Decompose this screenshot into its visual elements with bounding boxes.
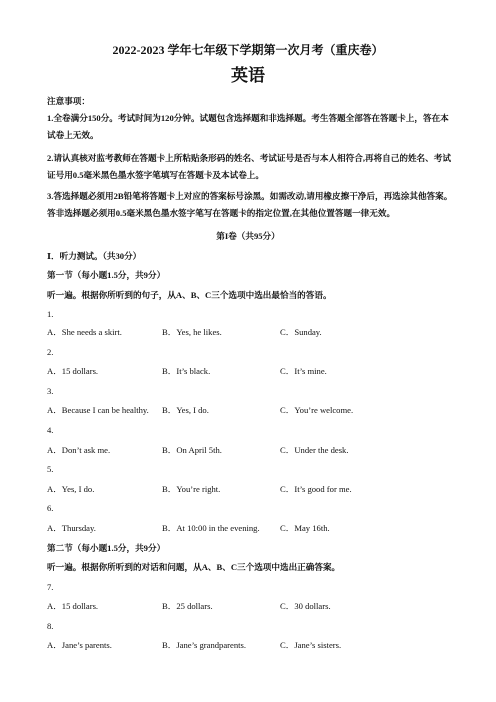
option-a: A．Yes, I do. xyxy=(47,484,95,494)
option-a: A．15 dollars. xyxy=(47,601,99,611)
option-b: B．It’s black. xyxy=(162,366,211,376)
question-number: 4. xyxy=(47,425,54,435)
option-a: A．Thursday. xyxy=(47,523,96,533)
question-number: 1. xyxy=(47,309,54,319)
option-a: A．15 dollars. xyxy=(47,366,99,376)
question-number: 6. xyxy=(47,503,54,513)
notice-item-1: 1.全卷满分150分。考试时间为120分钟。试题包含选择题和非选择题。考生答题全部答在答题卡上，答在本试卷上无效。 xyxy=(47,113,449,140)
option-a: A．Jane’s parents. xyxy=(47,640,112,650)
option-b: B．At 10:00 in the evening. xyxy=(162,523,260,533)
option-c: C．Jane’s sisters. xyxy=(280,640,342,650)
section1-instruction: 听一遍。根据你所听到的句子，从A、B、C三个选项中选出最恰当的答语。 xyxy=(47,290,332,300)
section2-heading: 第二节（每小题1.5分，共9分） xyxy=(47,543,166,553)
option-c: C．Sunday. xyxy=(280,327,322,337)
question-number: 2. xyxy=(47,347,54,357)
question-number: 3. xyxy=(47,386,54,396)
option-b: B．Jane’s grandparents. xyxy=(162,640,247,650)
option-c: C．Under the desk. xyxy=(280,445,349,455)
notice-heading: 注意事项： xyxy=(47,96,90,106)
option-b: B．25 dollars. xyxy=(162,601,213,611)
volume-heading: 第I卷（共95分） xyxy=(216,231,280,241)
option-c: C．It’s good for me. xyxy=(280,484,352,494)
question-number: 7. xyxy=(47,582,54,592)
option-b: B．You’re right. xyxy=(162,484,221,494)
question-number: 5. xyxy=(47,464,54,474)
option-c: C．You’re welcome. xyxy=(280,405,354,415)
subject-title: 英语 xyxy=(231,66,265,85)
option-a: A．Because I can be healthy. xyxy=(47,405,149,415)
option-c: C．It’s mine. xyxy=(280,366,327,376)
option-a: A．Don’t ask me. xyxy=(47,445,111,455)
option-b: B．Yes, I do. xyxy=(162,405,209,415)
part-heading: Ⅰ．听力测试。（共30分） xyxy=(47,251,142,261)
option-a: A．She needs a skirt. xyxy=(47,327,122,337)
section1-heading: 第一节（每小题1.5分，共9分） xyxy=(47,270,166,280)
option-c: C．30 dollars. xyxy=(280,601,331,611)
question-number: 8. xyxy=(47,621,54,631)
exam-title: 2022-2023 学年七年级下学期第一次月考（重庆卷） xyxy=(112,43,384,57)
option-b: B．On April 5th. xyxy=(162,445,222,455)
option-b: B．Yes, he likes. xyxy=(162,327,222,337)
notice-item-2: 2.请认真核对监考教师在答题卡上所粘贴条形码的姓名、考试证号是否与本人相符合,再将自己的姓名、考试证号用0.5毫米黑色墨水签字笔填写在答题卡及本试卷上。 xyxy=(47,153,451,180)
notice-item-3: 3.答选择题必须用2B铅笔将答题卡上对应的答案标号涂黑。如需改动,请用橡皮擦干净后，再选涂其他答案。答非选择题必须用0.5毫米黑色墨水签字笔写在答题卡的指定位置,在其他位置答题一律无效。 xyxy=(47,191,453,218)
section2-instruction: 听一遍。根据你所听到的对话和问题，从A、B、C三个选项中选出正确答案。 xyxy=(47,562,341,572)
option-c: C．May 16th. xyxy=(280,523,330,533)
